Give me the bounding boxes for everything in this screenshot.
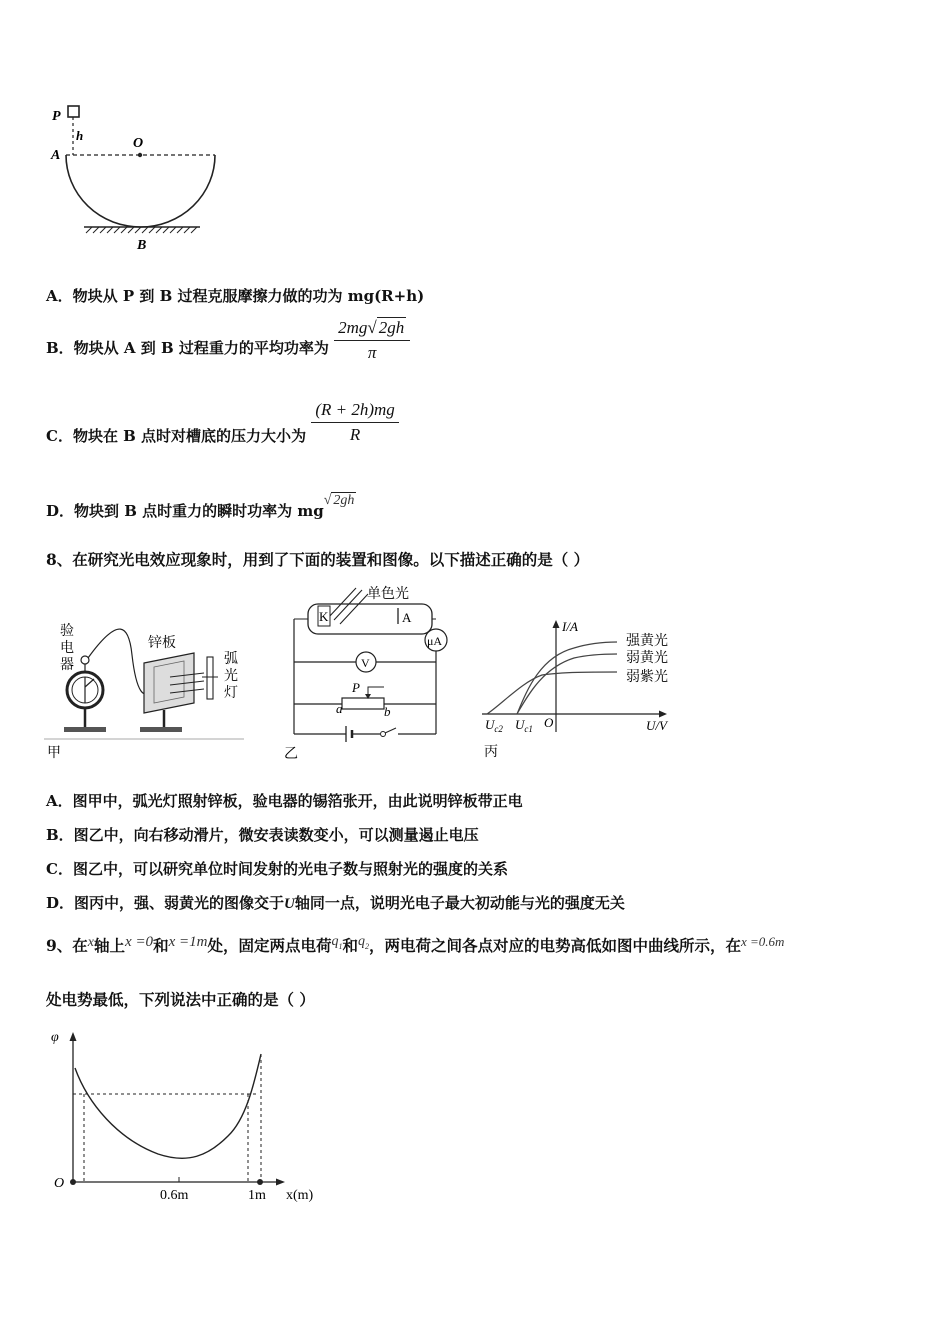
potential-graph — [48, 1024, 330, 1210]
jia-char-3: 器 — [60, 658, 74, 673]
q9-s1: 9、在 — [46, 936, 88, 955]
q8-option-d — [46, 892, 625, 913]
bing-xlabel: U/V — [646, 718, 667, 733]
yi-a-label: A — [402, 610, 412, 625]
jia-caption: 甲 — [47, 746, 61, 761]
yi-ua-label: μA — [427, 634, 443, 648]
label-b: B — [137, 238, 147, 253]
option-d-root: 2gh — [333, 493, 355, 508]
q7-option-b — [46, 318, 410, 363]
curve-weak-yellow — [517, 654, 617, 714]
q8-option-d-text: D．图丙中，强、弱黄光的图像交于 — [46, 894, 285, 912]
bowl-figure — [48, 100, 228, 255]
yi-k-label: K — [319, 609, 329, 624]
q8-option-c: C．图乙中，可以研究单位时间发射的光电子数与照射光的强度的关系 — [46, 860, 508, 878]
jia-lamp-1: 弧 — [224, 652, 238, 667]
fig-yi — [282, 582, 457, 763]
svg-text:Uc1 — [515, 717, 533, 734]
bing-origin: O — [544, 715, 554, 730]
graph-xlabel: x(m) — [286, 1188, 314, 1203]
yi-a-end: a — [336, 701, 343, 716]
q8-option-a: A．图甲中，弧光灯照射锌板，验电器的锡箔张开，由此说明锌板带正电 — [46, 792, 523, 810]
q9-s6: ，两电荷之间各点对应的电势高低如图中曲线所示，在 — [368, 936, 741, 955]
q9-q1: q — [331, 934, 339, 949]
jia-char-2: 电 — [60, 641, 74, 656]
potential-curve — [75, 1054, 261, 1158]
bing-uc1-sub: c1 — [524, 724, 533, 734]
fig-bing — [482, 612, 682, 762]
yi-p-label: P — [352, 680, 360, 695]
label-p: P — [52, 109, 61, 124]
label-h: h — [76, 128, 84, 143]
jia-lamp-3: 灯 — [224, 686, 238, 701]
frac-b-num: 2mg — [338, 318, 368, 337]
graph-tick-1: 1m — [248, 1188, 266, 1203]
q8-option-d-rest: 轴同一点，说明光电子最大初动能与光的强度无关 — [294, 894, 625, 912]
q7-option-b-text: B．物块从 A 到 B 过程重力的平均功率为 — [46, 338, 329, 357]
q7-option-c — [46, 400, 399, 445]
q8-option-b: B．图乙中，向右移动滑片，微安表读数变小，可以测量遏止电压 — [46, 826, 479, 844]
q8-option-d-u: U — [284, 896, 295, 912]
graph-ylabel: φ — [51, 1030, 59, 1045]
q9-x: x — [87, 935, 95, 950]
q9-stem-line1 — [46, 934, 784, 957]
jia-char-1: 验 — [60, 624, 74, 639]
q9-q2: q — [357, 934, 365, 949]
frac-c-num: (R + 2h)mg — [311, 400, 398, 423]
q9-x06: x =0.6m — [741, 934, 785, 949]
graph-tick-06: 0.6m — [160, 1188, 189, 1203]
bing-uc2-sub: c2 — [494, 724, 503, 734]
q7-option-d-text: D．物块到 B 点时重力的瞬时功率为 mg — [46, 502, 324, 520]
curve-strong-yellow — [517, 642, 617, 714]
yi-v-label: V — [361, 656, 370, 670]
q9-q2-sub: 2 — [364, 941, 369, 951]
bing-curve-label-1: 强黄光 — [626, 634, 668, 649]
yi-caption: 乙 — [284, 747, 298, 762]
q7-option-c-fraction — [311, 400, 398, 445]
bing-curve-label-2: 弱黄光 — [626, 651, 668, 666]
q9-stem-line2: 处电势最低，下列说法中正确的是（ ） — [46, 990, 315, 1009]
q7-option-a: A．物块从 P 到 B 过程克服摩擦力做的功为 mg(R+h) — [46, 287, 425, 305]
fig-jia — [44, 615, 246, 763]
q7-option-c-text: C．物块在 B 点时对槽底的压力大小为 — [46, 426, 307, 445]
yi-light-label: 单色光 — [367, 587, 409, 602]
frac-b-den: π — [367, 343, 377, 362]
q9-s2: 轴上 — [94, 936, 126, 955]
bowl-arc — [66, 155, 215, 227]
q7-option-d: D．物块到 B 点时重力的瞬时功率为 mg√ 2gh — [46, 493, 355, 520]
bing-uc2: U — [485, 717, 495, 732]
q9-s3: 和 — [153, 936, 169, 955]
yi-b-end: b — [384, 704, 391, 719]
q9-x1: x =1m — [168, 934, 208, 950]
label-o: O — [133, 136, 144, 151]
curve-weak-violet — [487, 672, 617, 714]
jia-zinc-label: 锌板 — [148, 636, 176, 651]
bing-curve-label-3: 弱紫光 — [626, 670, 668, 685]
label-a: A — [51, 148, 61, 163]
bing-caption: 丙 — [484, 745, 498, 760]
q9-s4: 处，固定两点电荷 — [207, 936, 332, 955]
q9-s5: 和 — [342, 936, 358, 955]
bing-ylabel: I/A — [562, 619, 578, 634]
q7-option-b-fraction: $\frac{2mg√ 2gh}{\pi}$ — [334, 318, 410, 363]
q9-x0: x =0 — [125, 934, 154, 950]
svg-text:Uc2 — [485, 717, 503, 734]
bing-uc1: U — [515, 717, 525, 732]
frac-b-root: 2gh — [378, 318, 405, 337]
frac-c-den: R — [349, 425, 361, 444]
block-p — [68, 106, 79, 117]
q8-stem: 8、在研究光电效应现象时，用到了下面的装置和图像。以下描述正确的是（ ） — [46, 550, 590, 569]
graph-origin: O — [54, 1176, 65, 1191]
q9-q1-sub: 1 — [338, 941, 343, 951]
jia-lamp-2: 光 — [224, 669, 238, 684]
